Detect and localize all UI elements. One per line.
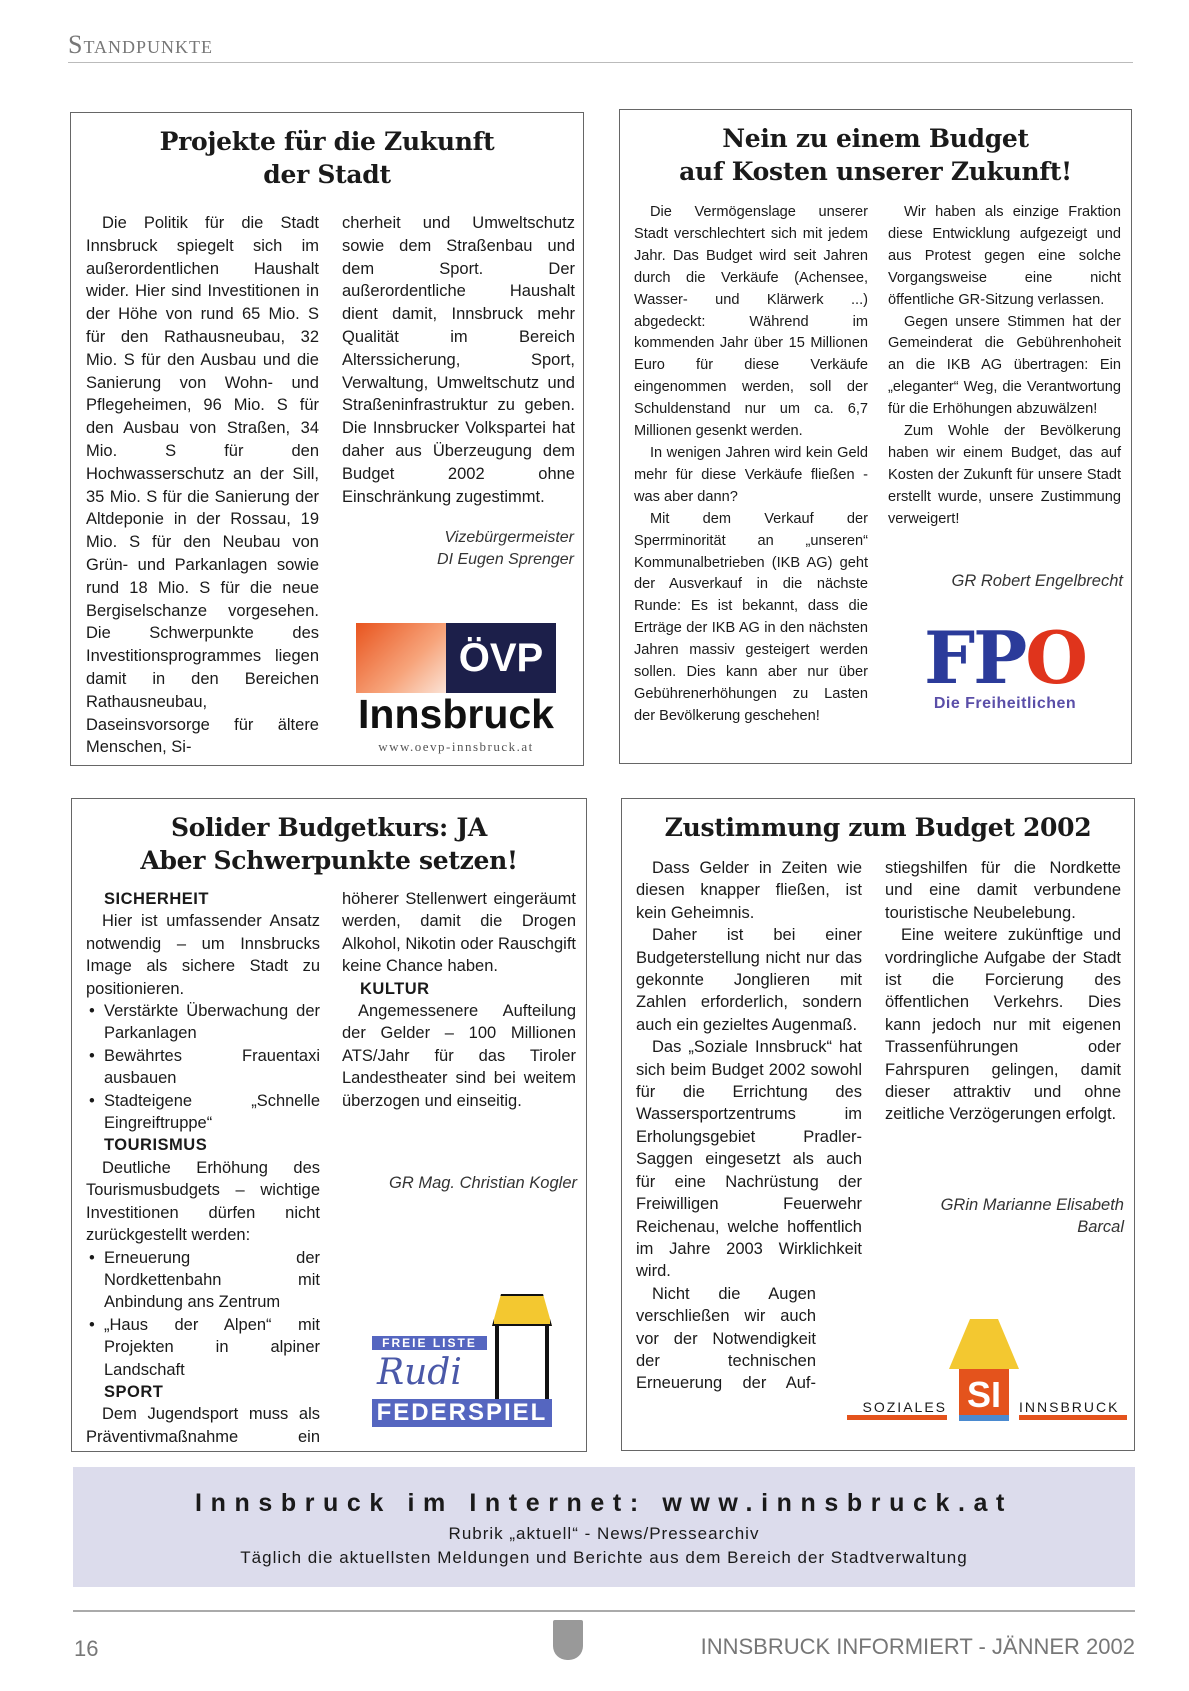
house-icon: [492, 1294, 552, 1326]
bullet-list: [86, 1000, 320, 1134]
list-item: • „Haus der Alpen“ mit Projekten in alpiner Landschaft: [86, 1314, 320, 1381]
logo-right-label: INNSBRUCK: [1019, 1399, 1127, 1420]
paragraph: stiegshilfen für die Nordkette und eine damit verbundene touristische Neubelebung.: [885, 859, 1121, 922]
internet-banner: [73, 1467, 1135, 1587]
logo-left-label: SOZIALES: [847, 1399, 947, 1420]
logo-subtitle: Innsbruck: [358, 691, 554, 737]
title-line: der Stadt: [263, 160, 391, 189]
article-title: [71, 125, 583, 191]
signature-line: Barcal: [1077, 1218, 1124, 1236]
title-line: Projekte für die Zukunft: [159, 127, 495, 156]
logo-url: www.oevp-innsbruck.at: [378, 739, 534, 754]
paragraph: Wir haben als einzige Fraktion diese Entwicklung aufgezeigt und aus Protest gegen eine solche Vorgangsweise eine nicht öffentliche GR-Sitzung verlassen.: [888, 204, 1121, 308]
section-heading: KULTUR: [360, 979, 430, 998]
article-column: [888, 202, 1121, 531]
header-divider: [68, 62, 1133, 63]
logo-name: ÖVP: [446, 623, 556, 693]
paragraph: höherer Stellenwert eingeräumt werden, damit die Drogen Alkohol, Nikotin oder Rauschgift keine Chance haben.: [342, 890, 576, 976]
paragraph: Das „Soziale Innsbruck“ hat sich beim Budget 2002 sowohl für die Errichtung des Wassersportzentrums im Erholungsgebiet Pradler-Saggen eingesetzt als auch für eine Nachrüstung der Freiwilligen Feuerwehr Reichenau, welche hoffentlich im Jahre 2003 Wirklichkeit wird.: [636, 1038, 862, 1281]
list-item: • Erneuerung der Nordkettenbahn mit Anbindung ans Zentrum: [86, 1247, 320, 1314]
article-column: [86, 212, 319, 759]
list-item: • Verstärkte Überwachung der Parkanlagen: [86, 1000, 320, 1045]
article-column: [342, 212, 575, 508]
paragraph: In wenigen Jahren wird kein Geld mehr für diese Verkäufe fließen - was aber dann?: [634, 444, 868, 505]
article-column: [636, 857, 862, 1395]
section-heading: TOURISMUS: [104, 1136, 208, 1155]
title-line: Aber Schwerpunkte setzen!: [140, 846, 518, 875]
paragraph: Eine weitere zukünftige und vordringliche Aufgabe der Stadt ist die Forcierung des öffentlichen Verkehrs. Dies kann jedoch nur mit eigenen Trassenführungen oder Fahrspuren gelingen, damit dieser attraktiv und ohne zeitliche Verzögerungen erfolgt.: [885, 926, 1121, 1124]
article-column: [885, 857, 1121, 1126]
paragraph: Mit dem Verkauf der Sperrminorität an „unseren“ Kommunalbetrieben (IKB AG) geht der Ausverkauf in die nächste Runde: Es ist bekannt, dass die Erträge der IKB AG in den nächsten Jahren massiv gesteigert werden sollen. Dies kann aber nur über Gebührenerhöhungen zu Lasten der Bevölkerung geschehen!: [634, 510, 868, 724]
article-soziales-innsbruck: [621, 798, 1135, 1451]
paragraph: Die Politik für die Stadt Innsbruck spiegelt sich im außerordentlichen Haushalt wider. Hier sind Investitionen in der Höhe von rund 65 Mio. S für den Rathausneubau, 32 Mio. S für den Ausbau und die Sanierung von Wohn- und Pflegeheimen, 96 Mio. S für den Ausbau von Straßen, 34 Mio. S für den Hochwasserschutz an der Sill, 35 Mio. S für die Sanierung der Altdeponie in der Rossau, 19 Mio. S für den Neubau von Grün- und Parkanlagen sowie rund 18 Mio. S für die neue Bergiselschanze vorgesehen. Die Schwerpunkte des Investitionsprogrammes liegen damit in den Bereichen Rathausneubau, Daseinsvorsorge für ältere Menschen, Si-: [86, 214, 319, 757]
freie-liste-logo: [362, 1294, 562, 1429]
article-column: [342, 888, 576, 1112]
article-title: [622, 811, 1134, 844]
page-number: 16: [74, 1636, 99, 1661]
logo-flag-graphic: [356, 623, 446, 693]
paragraph: Dass Gelder in Zeiten wie diesen knapper fließen, ist kein Geheimnis.: [636, 859, 862, 922]
city-crest-icon: [553, 1620, 583, 1660]
logo-bottom-label: FEDERSPIEL: [372, 1399, 552, 1427]
signature: [941, 1194, 1124, 1238]
paragraph: Hier ist umfassender Ansatz notwendig – um Innsbrucks Image als sichere Stadt zu positionieren.: [86, 912, 320, 998]
signature-line: GRin Marianne Elisabeth: [940, 1196, 1124, 1214]
paragraph: Die Vermögenslage unserer Stadt verschlechtert sich mit jedem Jahr. Das Budget wird seit Jahren durch die Verkäufe (Achensee, Wasser- und Klärwerk ...) abgedeckt: Während im kommenden Jahr über 15 Millionen Euro für diese Verkäufe eingenommen werden, soll der Schuldenstand nur um ca. 6,7 Millionen gesenkt werden.: [634, 204, 868, 440]
banner-description: Täglich die aktuellsten Meldungen und Berichte aus dem Bereich der Stadtverwaltung: [240, 1548, 968, 1567]
logo-subtitle: Die Freiheitlichen: [933, 695, 1077, 712]
banner-subtitle: Rubrik „aktuell“ - News/Pressearchiv: [448, 1524, 760, 1543]
article-title: [620, 122, 1131, 188]
logo-top-label: FREIE LISTE: [372, 1336, 487, 1350]
article-freie-liste: [71, 798, 587, 1452]
article-title: [72, 811, 586, 877]
paragraph: Zum Wohle der Bevölkerung haben wir einem Budget, das auf Kosten der Zukunft für unsere Stadt erstellt wurde, unsere Zustimmung verweigert!: [888, 423, 1121, 527]
title-line: Solider Budgetkurs: JA: [170, 813, 487, 842]
signature: [437, 527, 574, 571]
signature: GR Mag. Christian Kogler: [389, 1174, 577, 1192]
logo-script: Rudi: [377, 1352, 462, 1393]
house-roof-icon: [949, 1319, 1019, 1369]
logo-mark: SI: [959, 1369, 1009, 1421]
title-line: Zustimmung zum Budget 2002: [664, 813, 1092, 842]
title-line: Nein zu einem Budget: [722, 124, 1029, 153]
paragraph: Daher ist bei einer Budgeterstellung nicht nur das gekonnte Jonglieren mit Zahlen erforderlich, sondern auch ein gezieltes Augenmaß.: [636, 926, 862, 1034]
signature: GR Robert Engelbrecht: [951, 572, 1123, 590]
oevp-logo: [356, 623, 556, 758]
fpoe-logo: [910, 615, 1100, 720]
list-item: • Bewährtes Frauentaxi ausbauen: [86, 1045, 320, 1090]
banner-title[interactable]: Innsbruck im Internet: www.innsbruck.at: [195, 1489, 1013, 1517]
paragraph: Nicht die Augen verschließen wir auch vor der Notwendigkeit der technischen Erneuerung der Auf-: [636, 1284, 816, 1393]
logo-name: FPO: [924, 615, 1086, 700]
signature-line: DI Eugen Sprenger: [437, 551, 574, 568]
paragraph: Deutliche Erhöhung des Tourismusbudgets – wichtige Investitionen dürfen nicht zurückgestellt werden:: [86, 1158, 320, 1245]
paragraph: Dem Jugendsport muss als Präventivmaßnahme ein: [86, 1405, 320, 1446]
publication-footer: INNSBRUCK INFORMIERT - JÄNNER 2002: [700, 1634, 1135, 1659]
article-oevp: [70, 112, 584, 766]
article-column: [634, 202, 868, 728]
bullet-list: [86, 1247, 320, 1381]
section-heading: SICHERHEIT: [104, 890, 209, 908]
footer-divider: [73, 1610, 1135, 1612]
soziales-innsbruck-logo: [847, 1319, 1127, 1439]
title-line: auf Kosten unserer Zukunft!: [679, 157, 1072, 186]
paragraph: cherheit und Umweltschutz sowie dem Straßenbau und dem Sport. Der außerordentliche Haushalt dient damit, Innsbruck mehr Qualität im Bereich Alterssicherung, Sport, Verwaltung, Umweltschutz und Straßeninfrastruktur zu geben. Die Innsbrucker Volkspartei hat daher aus Überzeugung dem Budget 2002 ohne Einschränkung zugestimmt.: [342, 214, 575, 506]
section-header: Standpunkte: [68, 30, 214, 59]
signature-line: Vizebürgermeister: [444, 529, 574, 546]
paragraph: Angemessenere Aufteilung der Gelder – 100 Millionen ATS/Jahr für das Tiroler Landestheater sind bei weitem überzogen und einseitig.: [342, 1002, 576, 1110]
list-item: • Stadteigene „Schnelle Eingreiftruppe“: [86, 1090, 320, 1135]
section-heading: SPORT: [104, 1382, 164, 1401]
article-fpoe: [619, 109, 1132, 764]
article-column: [86, 888, 320, 1448]
paragraph: Gegen unsere Stimmen hat der Gemeinderat die Gebührenhoheit an die IKB AG übertragen: Ein „eleganter“ Weg, die Verantwortung für die Erhöhungen abzuwälzen!: [888, 313, 1121, 418]
